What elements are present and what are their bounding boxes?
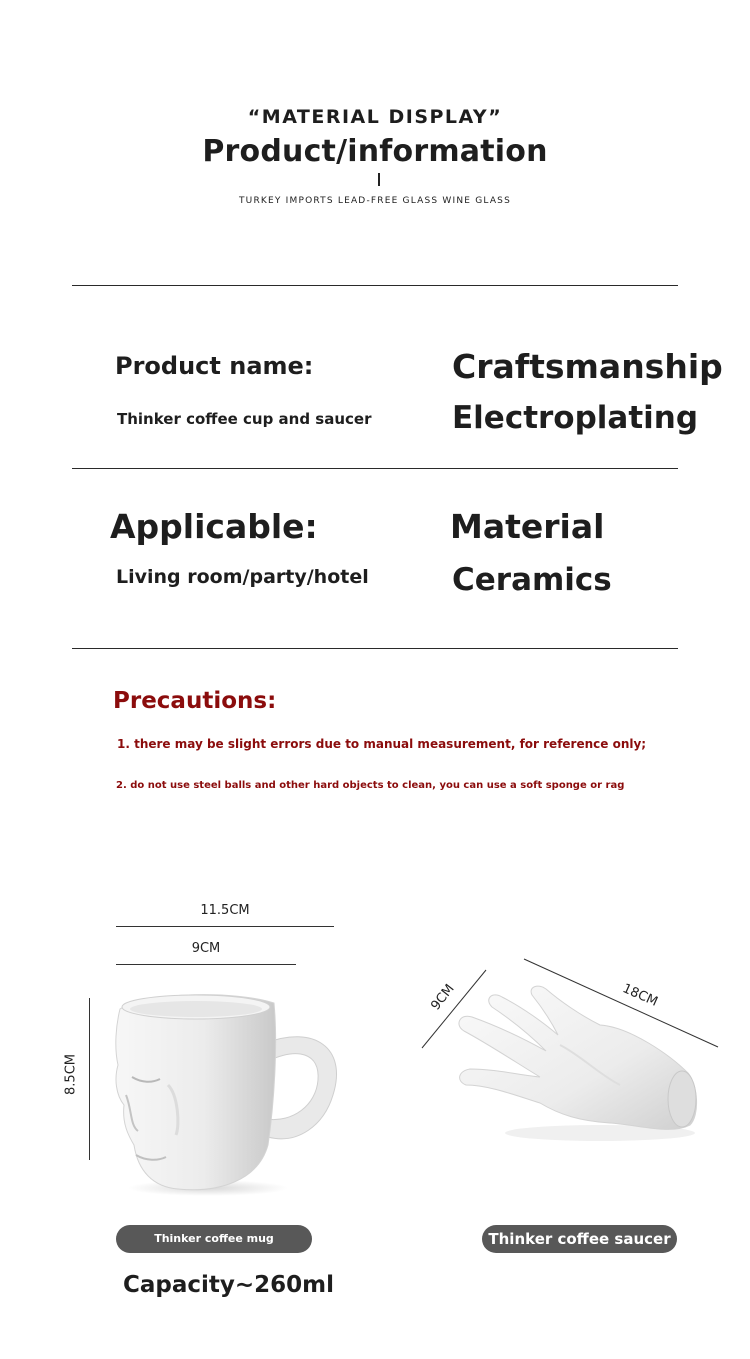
craftsmanship-label: Craftsmanship [452, 347, 723, 386]
saucer-caption-pill: Thinker coffee saucer [482, 1225, 677, 1253]
mug-height-label: 8.5CM [63, 1054, 79, 1095]
thinker-saucer-image [450, 985, 710, 1145]
mug-outer-width-line [116, 926, 334, 927]
page-subtitle: TURKEY IMPORTS LEAD-FREE GLASS WINE GLASS [238, 196, 512, 206]
applicable-value: Living room/party/hotel [116, 566, 369, 588]
material-value: Ceramics [452, 562, 612, 598]
saucer-width-label: 9CM [428, 981, 458, 1014]
applicable-label: Applicable: [110, 507, 318, 546]
section-divider-1 [72, 285, 678, 286]
mug-height-line [89, 998, 90, 1160]
saucer-length-label: 18CM [620, 981, 660, 1010]
precaution-item-2: 2. do not use steel balls and other hard objects to clean, you can use a soft sponge or rag [116, 780, 625, 791]
product-name-label: Product name: [115, 352, 314, 380]
mug-inner-width-label: 9CM [191, 941, 221, 956]
mug-outer-width-label: 11.5CM [200, 903, 250, 918]
mug-caption-pill: Thinker coffee mug [116, 1225, 312, 1253]
product-name-value: Thinker coffee cup and saucer [117, 410, 372, 428]
material-display-kicker: “MATERIAL DISPLAY” [247, 106, 503, 128]
material-label: Material [450, 507, 605, 546]
mug-inner-width-line [116, 964, 296, 965]
section-divider-3 [72, 648, 678, 649]
section-divider-2 [72, 468, 678, 469]
precautions-title: Precautions: [113, 688, 277, 714]
precaution-item-1: 1. there may be slight errors due to manual measurement, for reference only; [117, 737, 647, 751]
page-title: Product/information [202, 134, 548, 169]
title-divider-tick [378, 173, 380, 186]
mug-capacity: Capacity~260ml [123, 1272, 335, 1298]
craftsmanship-value: Electroplating [452, 400, 699, 436]
thinker-mug-image [108, 985, 348, 1200]
